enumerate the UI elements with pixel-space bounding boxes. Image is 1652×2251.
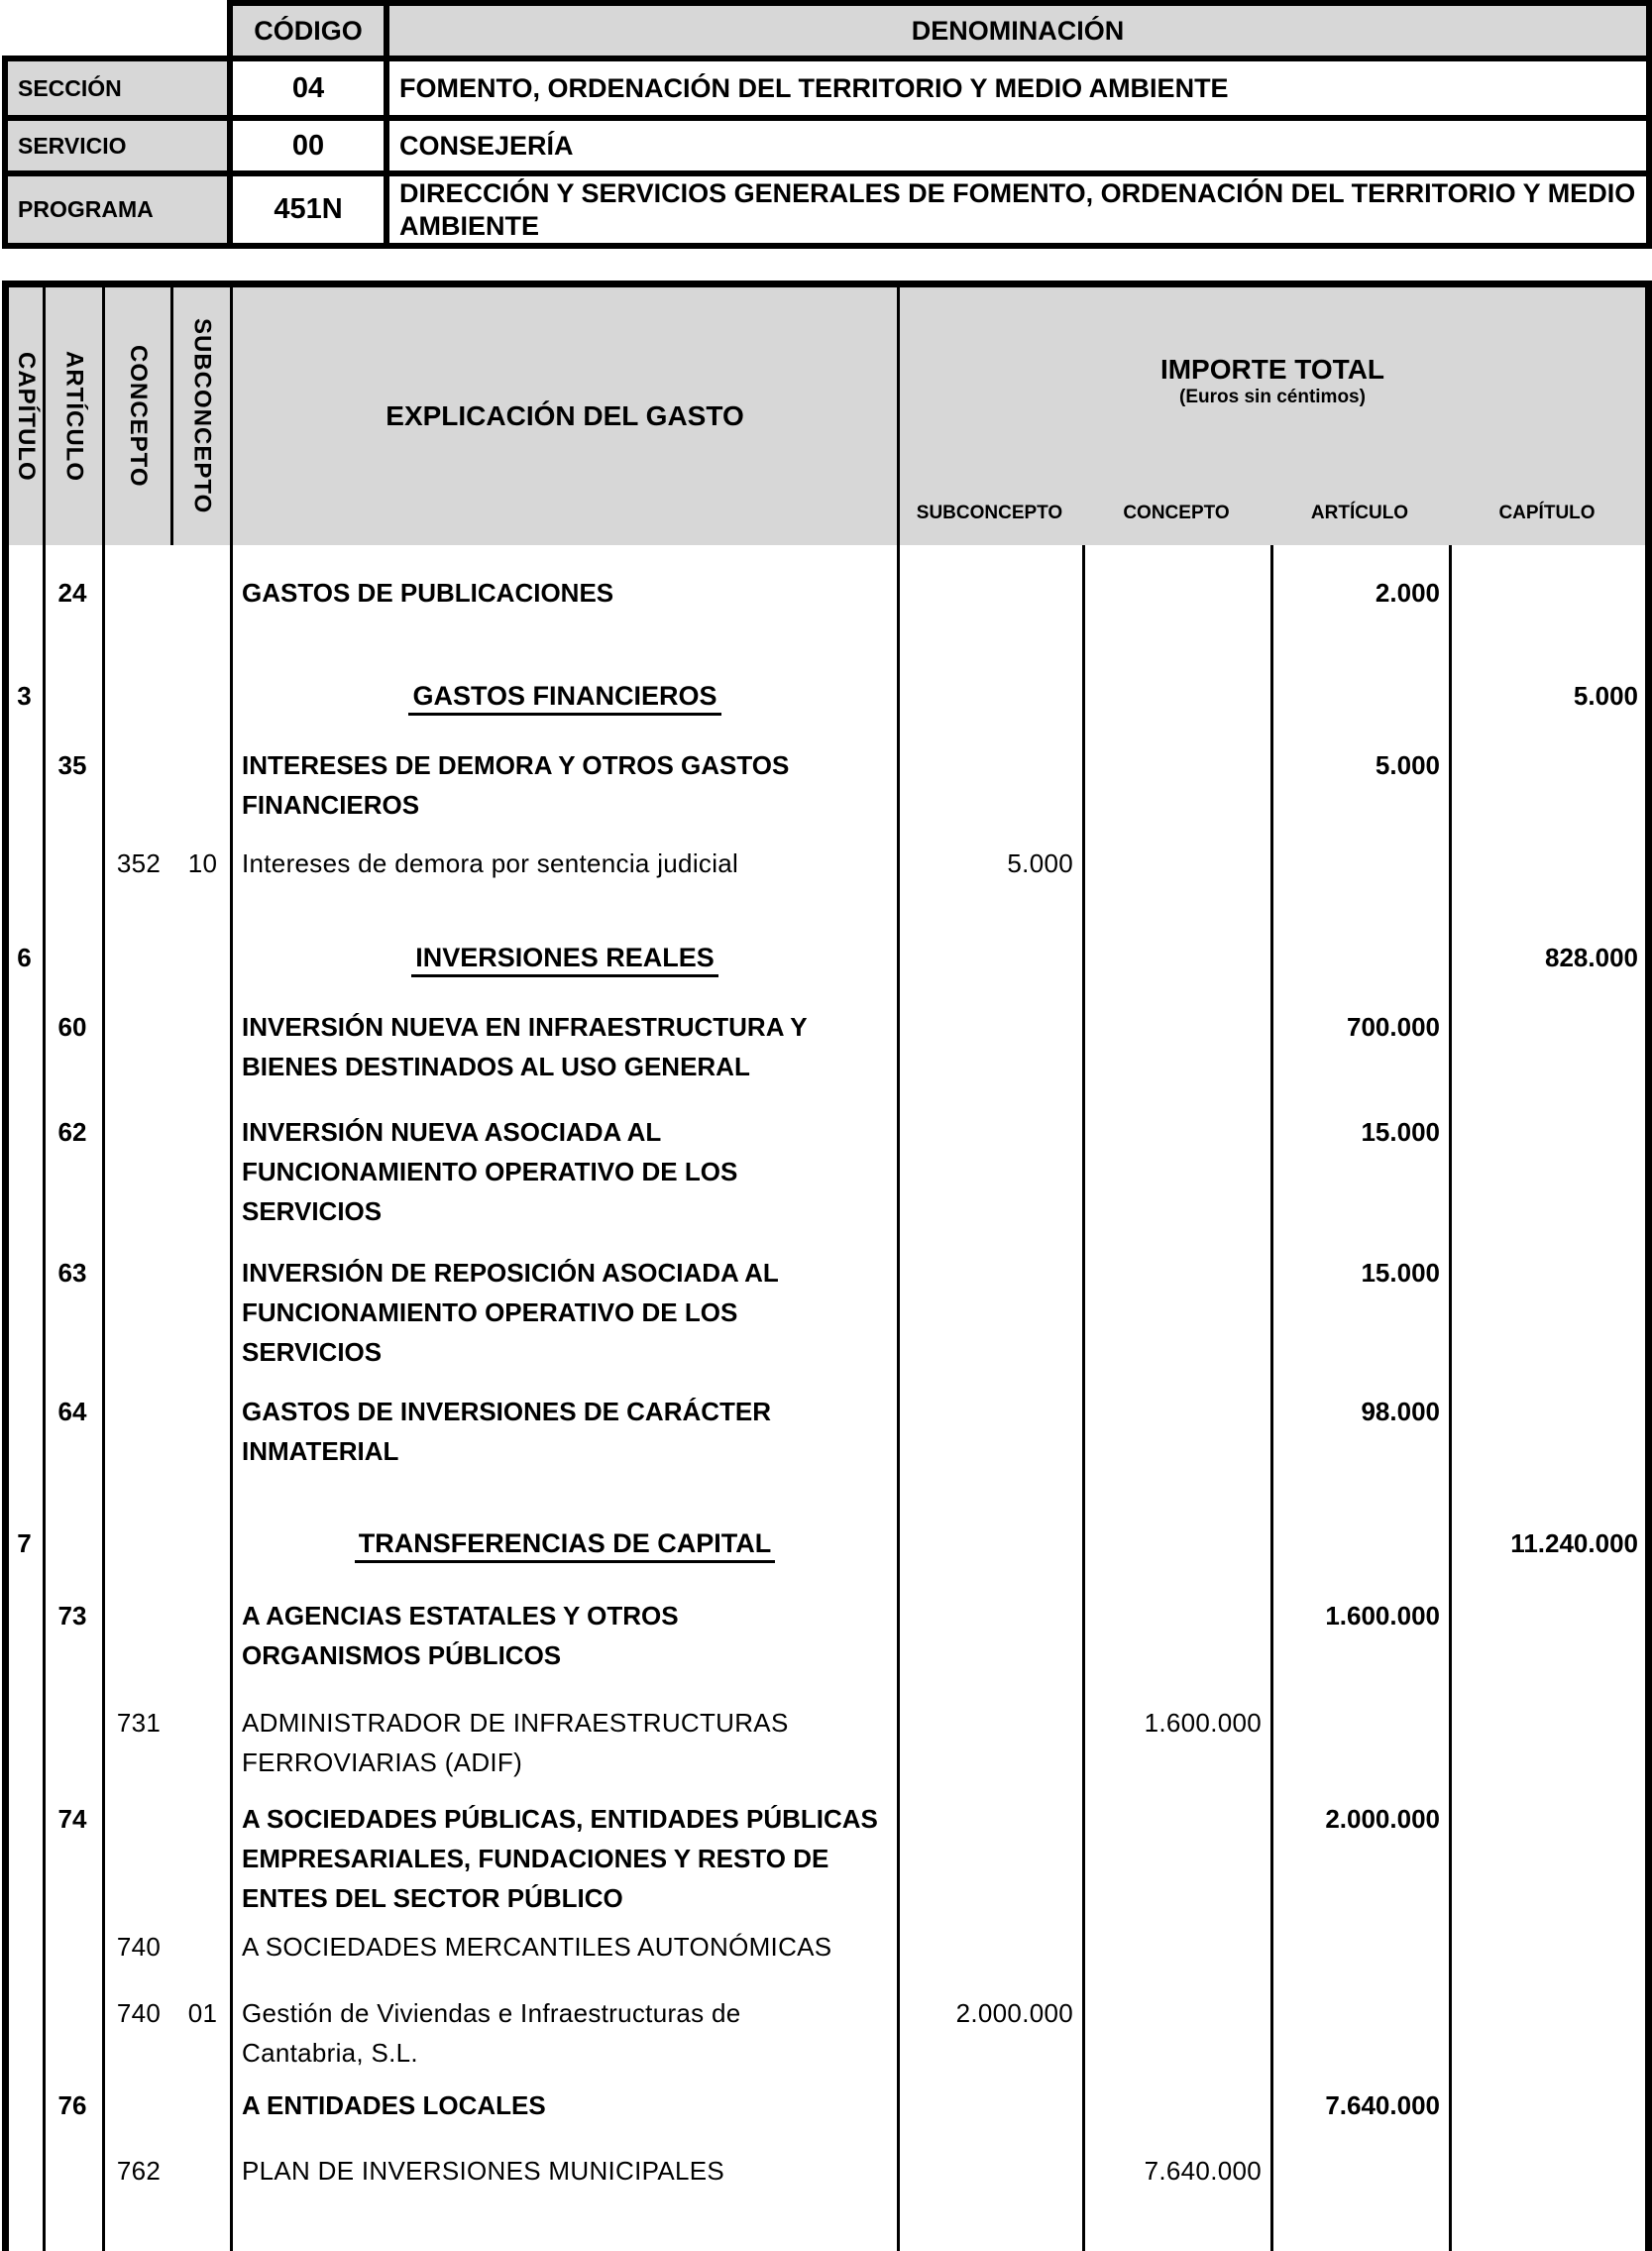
concepto-number: 740 — [116, 1932, 162, 1962]
amount-column-header-subconcepto: SUBCONCEPTO — [916, 503, 1063, 523]
capitulo-number: 6 — [17, 943, 32, 972]
importe-articulo: 700.000 — [1347, 1012, 1440, 1042]
codigo-header-label: CÓDIGO — [254, 15, 363, 46]
concepto-number: 731 — [116, 1708, 162, 1738]
column-header-subconcepto: SUBCONCEPTO — [188, 318, 216, 514]
concepto-number: 352 — [116, 848, 162, 878]
descripcion — [233, 676, 897, 716]
amount-column-header-articulo: ARTÍCULO — [1310, 503, 1409, 523]
importe-articulo: 5.000 — [1375, 750, 1440, 780]
column-header-capitulo: CAPÍTULO — [13, 351, 40, 482]
importe-capitulo: 11.240.000 — [1510, 1528, 1638, 1558]
amount-column-header-concepto: CONCEPTO — [1123, 503, 1230, 523]
articulo-number: 74 — [57, 1804, 87, 1834]
descripcion: A SOCIEDADES MERCANTILES AUTONÓMICAS — [242, 1932, 832, 1962]
importe-subconcepto: 2.000.000 — [955, 1998, 1073, 2028]
concepto-number: 740 — [116, 1998, 162, 2028]
descripcion: INTERESES DE DEMORA Y OTROS GASTOS FINANCIEROS — [242, 750, 790, 820]
descripcion: GASTOS DE PUBLICACIONES — [242, 578, 614, 608]
servicio-denominacion: CONSEJERÍA — [399, 130, 574, 161]
articulo-number: 64 — [57, 1397, 87, 1426]
importe-total-subtitle: (Euros sin céntimos) — [1179, 387, 1366, 407]
column-header-explicacion-del-gasto: EXPLICACIÓN DEL GASTO — [385, 400, 744, 431]
seccion-label: SECCIÓN — [18, 74, 122, 101]
articulo-number: 60 — [57, 1012, 87, 1042]
importe-concepto: 7.640.000 — [1144, 2156, 1262, 2186]
descripcion: Intereses de demora por sentencia judicial — [242, 848, 739, 878]
descripcion: Gestión de Viviendas e Infraestructuras de Cantabria, S.L. — [242, 1998, 741, 2068]
column-header-articulo: ARTÍCULO — [60, 351, 88, 482]
importe-articulo: 2.000 — [1375, 578, 1440, 608]
articulo-number: 24 — [57, 578, 87, 608]
importe-subconcepto: 5.000 — [1007, 848, 1073, 878]
importe-articulo: 7.640.000 — [1325, 2090, 1440, 2120]
descripcion: INVERSIÓN NUEVA EN INFRAESTRUCTURA Y BIENES DESTINADOS AL USO GENERAL — [242, 1012, 808, 1081]
concepto-number: 762 — [116, 2156, 162, 2186]
importe-articulo: 15.000 — [1361, 1258, 1440, 1288]
articulo-number: 63 — [57, 1258, 87, 1288]
descripcion — [233, 938, 897, 977]
importe-articulo: 2.000.000 — [1325, 1804, 1440, 1834]
importe-articulo: 15.000 — [1361, 1117, 1440, 1147]
descripcion: GASTOS DE INVERSIONES DE CARÁCTER INMATERIAL — [242, 1397, 772, 1466]
importe-total-title: IMPORTE TOTAL — [1159, 354, 1385, 385]
servicio-label: SERVICIO — [18, 132, 127, 159]
articulo-number: 62 — [57, 1117, 87, 1147]
chapter-title: TRANSFERENCIAS DE CAPITAL — [355, 1528, 776, 1563]
importe-concepto: 1.600.000 — [1144, 1708, 1262, 1738]
importe-articulo: 98.000 — [1361, 1397, 1440, 1426]
descripcion: A SOCIEDADES PÚBLICAS, ENTIDADES PÚBLICAS EMPRESARIALES, FUNDACIONES Y RESTO DE ENTES DEL SECTOR PÚBLICO — [242, 1804, 878, 1913]
programa-label: PROGRAMA — [18, 196, 154, 222]
descripcion — [233, 1523, 897, 1563]
articulo-number: 35 — [57, 750, 87, 780]
subconcepto-number: 01 — [187, 1998, 218, 2028]
programa-denominacion: DIRECCIÓN Y SERVICIOS GENERALES DE FOMENTO, ORDENACIÓN DEL TERRITORIO Y MEDIO AMBIENTE — [399, 177, 1636, 241]
descripcion: PLAN DE INVERSIONES MUNICIPALES — [242, 2156, 725, 2186]
chapter-title: INVERSIONES REALES — [411, 943, 718, 977]
descripcion: INVERSIÓN NUEVA ASOCIADA AL FUNCIONAMIENTO OPERATIVO DE LOS SERVICIOS — [242, 1117, 738, 1226]
seccion-denominacion: FOMENTO, ORDENACIÓN DEL TERRITORIO Y MEDIO AMBIENTE — [399, 72, 1229, 103]
servicio-code: 00 — [291, 129, 325, 162]
importe-capitulo: 828.000 — [1545, 943, 1638, 972]
column-header-concepto: CONCEPTO — [125, 345, 152, 488]
importe-articulo: 1.600.000 — [1325, 1601, 1440, 1631]
articulo-number: 73 — [57, 1601, 87, 1631]
descripcion: INVERSIÓN DE REPOSICIÓN ASOCIADA AL FUNCIONAMIENTO OPERATIVO DE LOS SERVICIOS — [242, 1258, 779, 1367]
descripcion: A ENTIDADES LOCALES — [242, 2090, 546, 2120]
programa-code: 451N — [274, 193, 343, 225]
capitulo-number: 7 — [17, 1528, 32, 1558]
subconcepto-number: 10 — [187, 848, 218, 878]
articulo-number: 76 — [57, 2090, 87, 2120]
descripcion: ADMINISTRADOR DE INFRAESTRUCTURAS FERROVIARIAS (ADIF) — [242, 1708, 789, 1777]
seccion-code: 04 — [291, 71, 325, 104]
chapter-title: GASTOS FINANCIEROS — [408, 681, 720, 716]
capitulo-number: 3 — [17, 681, 32, 711]
amount-column-header-capitulo: CAPÍTULO — [1498, 503, 1596, 523]
descripcion: A AGENCIAS ESTATALES Y OTROS ORGANISMOS PÚBLICOS — [242, 1601, 679, 1670]
importe-capitulo: 5.000 — [1573, 681, 1638, 711]
denominacion-header-label: DENOMINACIÓN — [911, 15, 1125, 46]
